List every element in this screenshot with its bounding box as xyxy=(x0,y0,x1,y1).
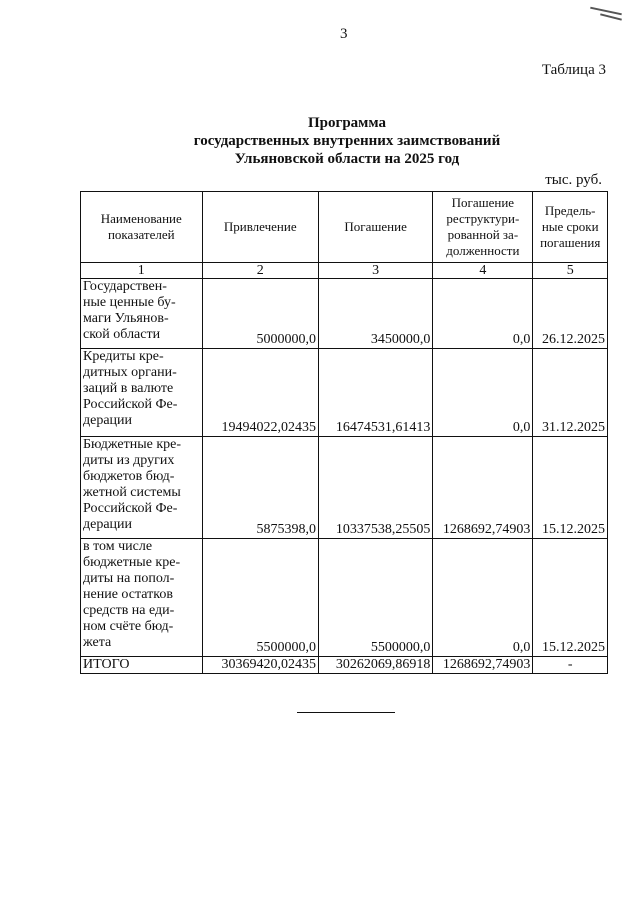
row-restructured: 1268692,74903 xyxy=(433,437,533,539)
row-restructured: 0,0 xyxy=(433,279,533,349)
total-attraction: 30369420,02435 xyxy=(202,657,318,674)
column-number: 3 xyxy=(318,263,432,279)
row-attraction: 5000000,0 xyxy=(202,279,318,349)
header-term: Предель-ные сроки погашения xyxy=(533,192,608,263)
table-row xyxy=(81,349,608,437)
row-attraction: 5500000,0 xyxy=(202,539,318,657)
row-term: 31.12.2025 xyxy=(533,349,608,437)
row-repayment: 3450000,0 xyxy=(318,279,432,349)
column-number: 4 xyxy=(433,263,533,279)
column-number: 2 xyxy=(202,263,318,279)
column-number: 5 xyxy=(533,263,608,279)
page-number: 3 xyxy=(340,26,348,42)
column-number: 1 xyxy=(81,263,203,279)
title-line-1: Программа xyxy=(308,115,386,131)
row-term: 26.12.2025 xyxy=(533,279,608,349)
row-name: Государствен- ные ценные бу- маги Ульянов- ской области xyxy=(81,279,203,349)
table-header-row xyxy=(81,192,608,263)
row-attraction: 19494022,02435 xyxy=(202,349,318,437)
title-line-2: государственных внутренних заимствований xyxy=(193,133,501,149)
row-name: в том числе бюджетные кре- диты на попол- нение остатков средств на еди- ном счёте бюд- жета xyxy=(81,539,203,657)
row-name: Бюджетные кре- диты из других бюджетов бюд- жетной системы Российской Фе- дерации xyxy=(81,437,203,539)
row-restructured: 0,0 xyxy=(433,349,533,437)
total-row xyxy=(81,657,608,674)
row-attraction: 5875398,0 xyxy=(202,437,318,539)
row-repayment: 16474531,61413 xyxy=(318,349,432,437)
column-number-row xyxy=(81,263,608,279)
total-restructured: 1268692,74903 xyxy=(433,657,533,674)
row-name: Кредиты кре- дитных органи- заций в валюте Российской Фе- дерации xyxy=(81,349,203,437)
borrowings-table xyxy=(80,191,608,674)
table-row xyxy=(81,279,608,349)
footer-divider xyxy=(297,712,395,713)
row-restructured: 0,0 xyxy=(433,539,533,657)
row-term: 15.12.2025 xyxy=(533,539,608,657)
document-title xyxy=(80,114,614,168)
header-name: Наименование показателей xyxy=(81,192,203,263)
table-row xyxy=(81,437,608,539)
units-label: тыс. руб. xyxy=(545,172,602,188)
row-repayment: 5500000,0 xyxy=(318,539,432,657)
total-repayment: 30262069,86918 xyxy=(318,657,432,674)
header-repayment: Погашение xyxy=(318,192,432,263)
title-line-3: Ульяновской области на 2025 год xyxy=(234,151,460,167)
row-term: 15.12.2025 xyxy=(533,437,608,539)
table-row xyxy=(81,539,608,657)
header-attraction: Привлечение xyxy=(202,192,318,263)
row-repayment: 10337538,25505 xyxy=(318,437,432,539)
header-restructured: Погашение реструктури-рованной за-долженности xyxy=(433,192,533,263)
table-label: Таблица 3 xyxy=(541,62,606,78)
total-term: - xyxy=(533,657,608,674)
total-label: ИТОГО xyxy=(81,657,203,674)
